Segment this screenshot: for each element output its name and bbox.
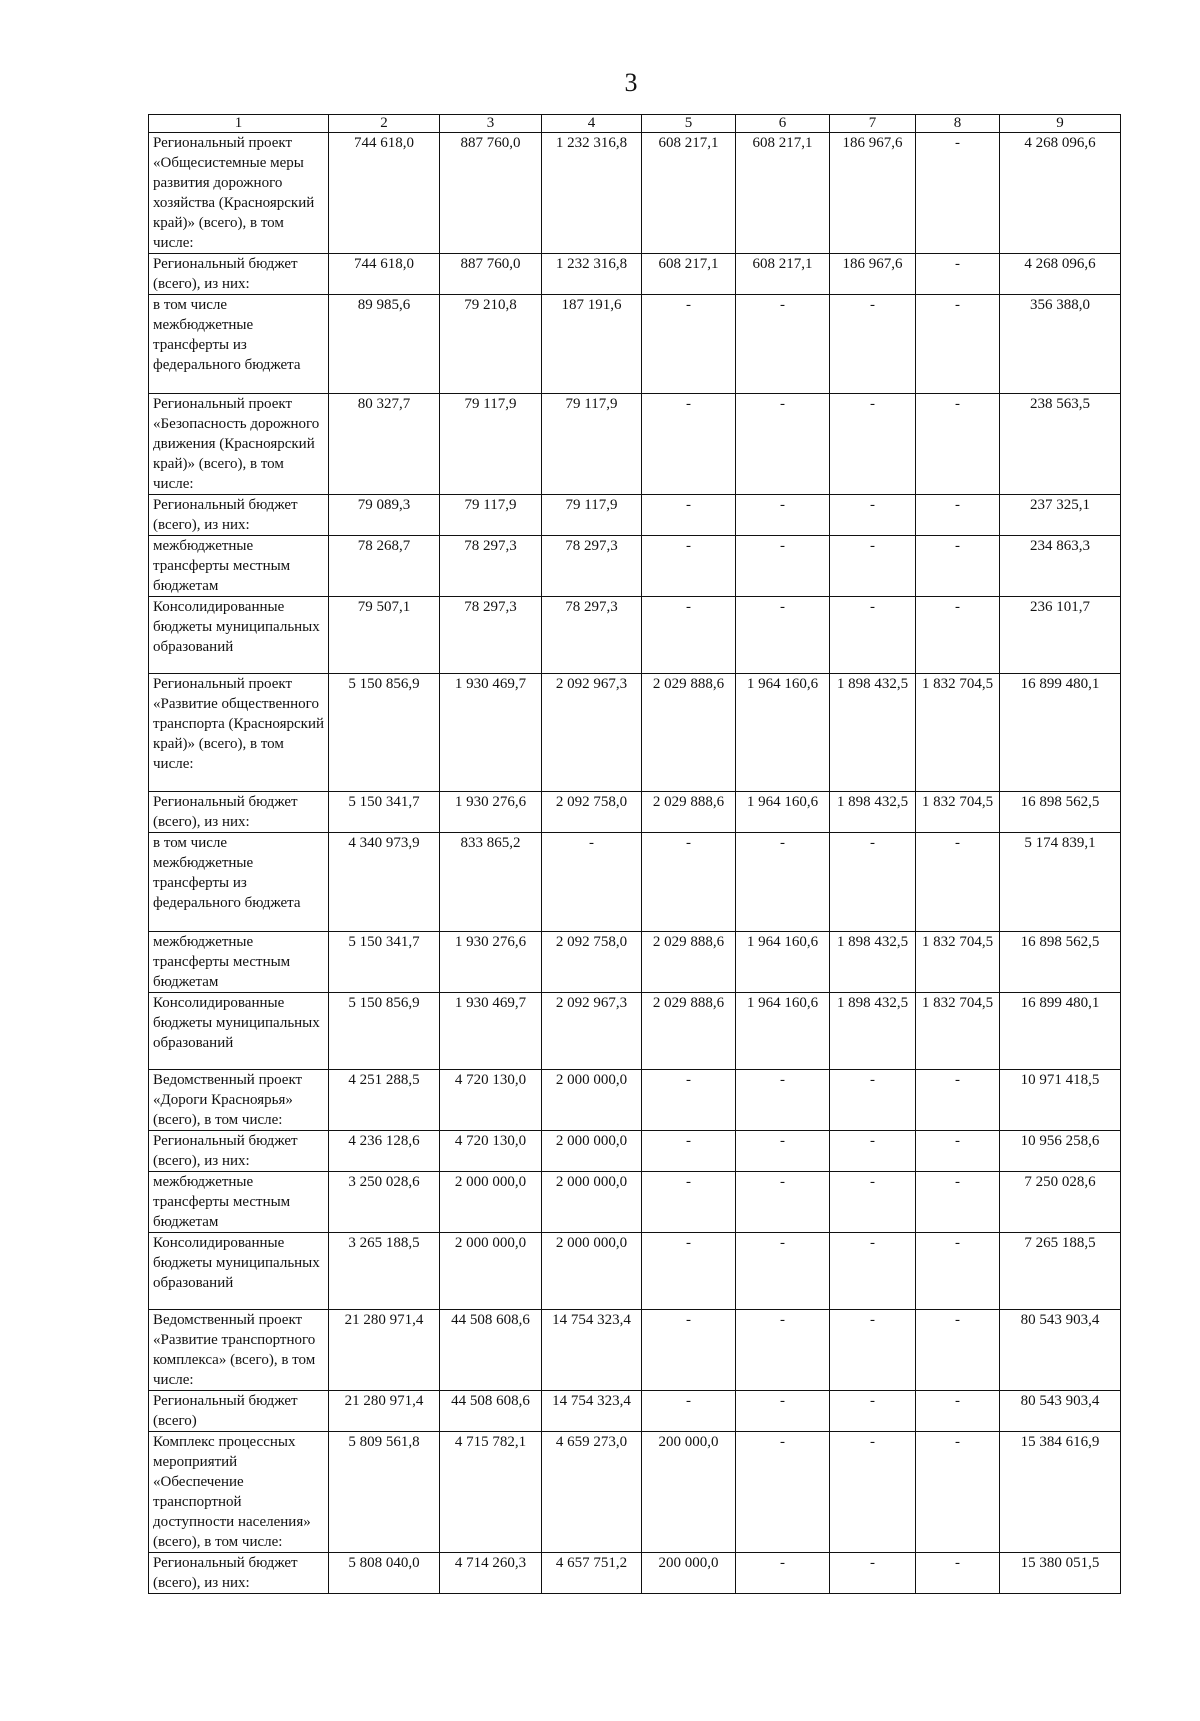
table-row xyxy=(149,597,1121,674)
table-row xyxy=(149,254,1121,295)
value-cell: - xyxy=(916,1070,1000,1131)
row-total-cell: 238 563,5 xyxy=(1000,394,1121,495)
value-cell: - xyxy=(830,1172,916,1233)
value-cell: 1 930 276,6 xyxy=(440,792,542,833)
value-cell: - xyxy=(642,1233,736,1310)
row-label: межбюджетные трансферты местным бюджетам xyxy=(149,1172,329,1233)
row-label: межбюджетные трансферты местным бюджетам xyxy=(149,932,329,993)
value-cell: - xyxy=(916,833,1000,932)
value-cell: - xyxy=(736,1553,830,1594)
value-cell: - xyxy=(830,597,916,674)
value-cell: - xyxy=(916,1310,1000,1391)
row-total-cell: 80 543 903,4 xyxy=(1000,1310,1121,1391)
value-cell: 1 232 316,8 xyxy=(542,254,642,295)
value-cell: - xyxy=(736,1233,830,1310)
table-row xyxy=(149,1310,1121,1391)
value-cell: - xyxy=(916,1131,1000,1172)
row-total-cell: 10 971 418,5 xyxy=(1000,1070,1121,1131)
value-cell: - xyxy=(736,597,830,674)
row-total-cell: 4 268 096,6 xyxy=(1000,133,1121,254)
value-cell: 1 898 432,5 xyxy=(830,674,916,792)
value-cell: 89 985,6 xyxy=(329,295,440,394)
value-cell: 1 964 160,6 xyxy=(736,792,830,833)
row-label: Региональный бюджет (всего), из них: xyxy=(149,792,329,833)
table-row xyxy=(149,674,1121,792)
value-cell: 1 898 432,5 xyxy=(830,993,916,1070)
value-cell: 744 618,0 xyxy=(329,254,440,295)
value-cell: 2 000 000,0 xyxy=(542,1131,642,1172)
value-cell: - xyxy=(830,1131,916,1172)
value-cell: 1 964 160,6 xyxy=(736,993,830,1070)
value-cell: - xyxy=(830,495,916,536)
row-label: межбюджетные трансферты местным бюджетам xyxy=(149,536,329,597)
value-cell: 2 000 000,0 xyxy=(440,1172,542,1233)
value-cell: 79 117,9 xyxy=(542,495,642,536)
value-cell: - xyxy=(916,394,1000,495)
value-cell: - xyxy=(916,1391,1000,1432)
value-cell: 21 280 971,4 xyxy=(329,1391,440,1432)
row-total-cell: 4 268 096,6 xyxy=(1000,254,1121,295)
value-cell: 2 029 888,6 xyxy=(642,674,736,792)
value-cell: 14 754 323,4 xyxy=(542,1310,642,1391)
value-cell: - xyxy=(916,133,1000,254)
value-cell: 3 265 188,5 xyxy=(329,1233,440,1310)
row-label: Региональный проект «Развитие общественного транспорта (Красноярский край)» (всего), в том числе: xyxy=(149,674,329,792)
value-cell: 608 217,1 xyxy=(736,133,830,254)
value-cell: 2 092 967,3 xyxy=(542,993,642,1070)
value-cell: 1 930 469,7 xyxy=(440,993,542,1070)
value-cell: - xyxy=(542,833,642,932)
value-cell: - xyxy=(736,1432,830,1553)
value-cell: 2 000 000,0 xyxy=(542,1070,642,1131)
value-cell: 78 297,3 xyxy=(440,536,542,597)
value-cell: 4 251 288,5 xyxy=(329,1070,440,1131)
page-number: 3 xyxy=(624,68,638,97)
value-cell: - xyxy=(642,1070,736,1131)
row-total-cell: 15 380 051,5 xyxy=(1000,1553,1121,1594)
value-cell: 2 092 967,3 xyxy=(542,674,642,792)
row-label: Региональный бюджет (всего), из них: xyxy=(149,495,329,536)
value-cell: - xyxy=(830,1553,916,1594)
value-cell: 1 964 160,6 xyxy=(736,932,830,993)
value-cell: - xyxy=(642,1391,736,1432)
column-header: 1 xyxy=(149,115,329,133)
value-cell: 608 217,1 xyxy=(736,254,830,295)
value-cell: 78 297,3 xyxy=(542,597,642,674)
value-cell: - xyxy=(736,295,830,394)
value-cell: - xyxy=(736,1070,830,1131)
value-cell: 1 832 704,5 xyxy=(916,993,1000,1070)
row-label: Ведомственный проект «Дороги Красноярья» (всего), в том числе: xyxy=(149,1070,329,1131)
value-cell: - xyxy=(916,1432,1000,1553)
value-cell: 1 832 704,5 xyxy=(916,674,1000,792)
table-body xyxy=(149,133,1121,1594)
value-cell: 2 092 758,0 xyxy=(542,932,642,993)
value-cell: 21 280 971,4 xyxy=(329,1310,440,1391)
table-row xyxy=(149,993,1121,1070)
row-total-cell: 7 265 188,5 xyxy=(1000,1233,1121,1310)
value-cell: 79 117,9 xyxy=(542,394,642,495)
row-label: в том числе межбюджетные трансферты из федерального бюджета xyxy=(149,295,329,394)
value-cell: 887 760,0 xyxy=(440,254,542,295)
row-label: Консолидированные бюджеты муниципальных образований xyxy=(149,1233,329,1310)
table-row xyxy=(149,1553,1121,1594)
value-cell: 3 250 028,6 xyxy=(329,1172,440,1233)
value-cell: 5 150 856,9 xyxy=(329,993,440,1070)
value-cell: 187 191,6 xyxy=(542,295,642,394)
row-total-cell: 16 898 562,5 xyxy=(1000,792,1121,833)
value-cell: - xyxy=(830,1233,916,1310)
column-header: 3 xyxy=(440,115,542,133)
value-cell: - xyxy=(642,295,736,394)
row-label: Региональный бюджет (всего), из них: xyxy=(149,254,329,295)
column-header: 8 xyxy=(916,115,1000,133)
value-cell: 1 232 316,8 xyxy=(542,133,642,254)
table-row xyxy=(149,1131,1121,1172)
row-label: Региональный бюджет (всего), из них: xyxy=(149,1131,329,1172)
table-row xyxy=(149,295,1121,394)
value-cell: - xyxy=(736,394,830,495)
value-cell: 200 000,0 xyxy=(642,1432,736,1553)
value-cell: 79 089,3 xyxy=(329,495,440,536)
value-cell: 2 092 758,0 xyxy=(542,792,642,833)
row-total-cell: 16 898 562,5 xyxy=(1000,932,1121,993)
table-row xyxy=(149,792,1121,833)
value-cell: 608 217,1 xyxy=(642,254,736,295)
value-cell: - xyxy=(916,495,1000,536)
value-cell: - xyxy=(916,254,1000,295)
value-cell: 2 000 000,0 xyxy=(440,1233,542,1310)
value-cell: 78 268,7 xyxy=(329,536,440,597)
value-cell: - xyxy=(916,597,1000,674)
value-cell: 1 898 432,5 xyxy=(830,792,916,833)
column-header: 4 xyxy=(542,115,642,133)
value-cell: 79 210,8 xyxy=(440,295,542,394)
value-cell: 4 714 260,3 xyxy=(440,1553,542,1594)
row-total-cell: 5 174 839,1 xyxy=(1000,833,1121,932)
value-cell: - xyxy=(736,536,830,597)
value-cell: 833 865,2 xyxy=(440,833,542,932)
value-cell: 2 029 888,6 xyxy=(642,993,736,1070)
value-cell: - xyxy=(830,833,916,932)
value-cell: - xyxy=(916,295,1000,394)
value-cell: 1 832 704,5 xyxy=(916,932,1000,993)
value-cell: - xyxy=(642,536,736,597)
value-cell: - xyxy=(830,295,916,394)
table-row xyxy=(149,1233,1121,1310)
table-row xyxy=(149,833,1121,932)
row-total-cell: 7 250 028,6 xyxy=(1000,1172,1121,1233)
value-cell: - xyxy=(830,394,916,495)
value-cell: - xyxy=(736,1310,830,1391)
value-cell: 744 618,0 xyxy=(329,133,440,254)
column-header: 9 xyxy=(1000,115,1121,133)
value-cell: 79 117,9 xyxy=(440,495,542,536)
value-cell: 2 029 888,6 xyxy=(642,792,736,833)
value-cell: 887 760,0 xyxy=(440,133,542,254)
table-row xyxy=(149,1070,1121,1131)
value-cell: - xyxy=(736,1172,830,1233)
column-header: 2 xyxy=(329,115,440,133)
value-cell: 4 720 130,0 xyxy=(440,1070,542,1131)
column-header: 6 xyxy=(736,115,830,133)
row-label: Консолидированные бюджеты муниципальных образований xyxy=(149,993,329,1070)
value-cell: 1 930 276,6 xyxy=(440,932,542,993)
value-cell: - xyxy=(830,536,916,597)
value-cell: - xyxy=(916,1172,1000,1233)
value-cell: 78 297,3 xyxy=(542,536,642,597)
row-total-cell: 16 899 480,1 xyxy=(1000,993,1121,1070)
value-cell: 5 150 856,9 xyxy=(329,674,440,792)
row-total-cell: 15 384 616,9 xyxy=(1000,1432,1121,1553)
value-cell: 44 508 608,6 xyxy=(440,1310,542,1391)
value-cell: - xyxy=(642,495,736,536)
value-cell: 4 715 782,1 xyxy=(440,1432,542,1553)
row-label: Консолидированные бюджеты муниципальных образований xyxy=(149,597,329,674)
value-cell: - xyxy=(642,1172,736,1233)
table-row xyxy=(149,394,1121,495)
value-cell: - xyxy=(916,1233,1000,1310)
row-label: Региональный бюджет (всего), из них: xyxy=(149,1553,329,1594)
row-label: в том числе межбюджетные трансферты из федерального бюджета xyxy=(149,833,329,932)
row-total-cell: 237 325,1 xyxy=(1000,495,1121,536)
value-cell: - xyxy=(830,1310,916,1391)
row-total-cell: 356 388,0 xyxy=(1000,295,1121,394)
value-cell: 4 720 130,0 xyxy=(440,1131,542,1172)
value-cell: 14 754 323,4 xyxy=(542,1391,642,1432)
value-cell: 78 297,3 xyxy=(440,597,542,674)
value-cell: 186 967,6 xyxy=(830,133,916,254)
value-cell: 5 809 561,8 xyxy=(329,1432,440,1553)
value-cell: 2 029 888,6 xyxy=(642,932,736,993)
value-cell: 1 898 432,5 xyxy=(830,932,916,993)
value-cell: 4 340 973,9 xyxy=(329,833,440,932)
table-row xyxy=(149,1432,1121,1553)
row-label: Ведомственный проект «Развитие транспортного комплекса» (всего), в том числе: xyxy=(149,1310,329,1391)
value-cell: 1 964 160,6 xyxy=(736,674,830,792)
table-row xyxy=(149,1172,1121,1233)
column-header: 5 xyxy=(642,115,736,133)
row-label: Комплекс процессных мероприятий «Обеспечение транспортной доступности населения» (всего), в том числе: xyxy=(149,1432,329,1553)
header-row xyxy=(149,115,1121,133)
value-cell: - xyxy=(642,394,736,495)
row-total-cell: 234 863,3 xyxy=(1000,536,1121,597)
value-cell: - xyxy=(642,833,736,932)
value-cell: - xyxy=(916,536,1000,597)
value-cell: 186 967,6 xyxy=(830,254,916,295)
row-total-cell: 16 899 480,1 xyxy=(1000,674,1121,792)
table-row xyxy=(149,1391,1121,1432)
value-cell: - xyxy=(830,1432,916,1553)
row-label: Региональный бюджет (всего) xyxy=(149,1391,329,1432)
value-cell: 5 150 341,7 xyxy=(329,792,440,833)
value-cell: - xyxy=(642,597,736,674)
row-label: Региональный проект «Общесистемные меры развития дорожного хозяйства (Красноярский край)» (всего), в том числе: xyxy=(149,133,329,254)
value-cell: 80 327,7 xyxy=(329,394,440,495)
value-cell: 200 000,0 xyxy=(642,1553,736,1594)
budget-table xyxy=(148,114,1121,1594)
value-cell: 608 217,1 xyxy=(642,133,736,254)
value-cell: 1 930 469,7 xyxy=(440,674,542,792)
value-cell: 79 117,9 xyxy=(440,394,542,495)
value-cell: 79 507,1 xyxy=(329,597,440,674)
table-header xyxy=(149,115,1121,133)
value-cell: - xyxy=(736,495,830,536)
value-cell: - xyxy=(736,833,830,932)
value-cell: 1 832 704,5 xyxy=(916,792,1000,833)
value-cell: 5 150 341,7 xyxy=(329,932,440,993)
value-cell: 4 236 128,6 xyxy=(329,1131,440,1172)
value-cell: 44 508 608,6 xyxy=(440,1391,542,1432)
row-total-cell: 80 543 903,4 xyxy=(1000,1391,1121,1432)
row-total-cell: 236 101,7 xyxy=(1000,597,1121,674)
value-cell: - xyxy=(916,1553,1000,1594)
value-cell: 2 000 000,0 xyxy=(542,1172,642,1233)
value-cell: 4 657 751,2 xyxy=(542,1553,642,1594)
value-cell: - xyxy=(736,1391,830,1432)
value-cell: - xyxy=(830,1391,916,1432)
table-row xyxy=(149,536,1121,597)
value-cell: - xyxy=(642,1131,736,1172)
value-cell: 2 000 000,0 xyxy=(542,1233,642,1310)
value-cell: - xyxy=(642,1310,736,1391)
value-cell: 5 808 040,0 xyxy=(329,1553,440,1594)
value-cell: 4 659 273,0 xyxy=(542,1432,642,1553)
row-label: Региональный проект «Безопасность дорожного движения (Красноярский край)» (всего), в том числе: xyxy=(149,394,329,495)
table-row xyxy=(149,133,1121,254)
column-header: 7 xyxy=(830,115,916,133)
value-cell: - xyxy=(736,1131,830,1172)
value-cell: - xyxy=(830,1070,916,1131)
table-row xyxy=(149,495,1121,536)
table-row xyxy=(149,932,1121,993)
row-total-cell: 10 956 258,6 xyxy=(1000,1131,1121,1172)
